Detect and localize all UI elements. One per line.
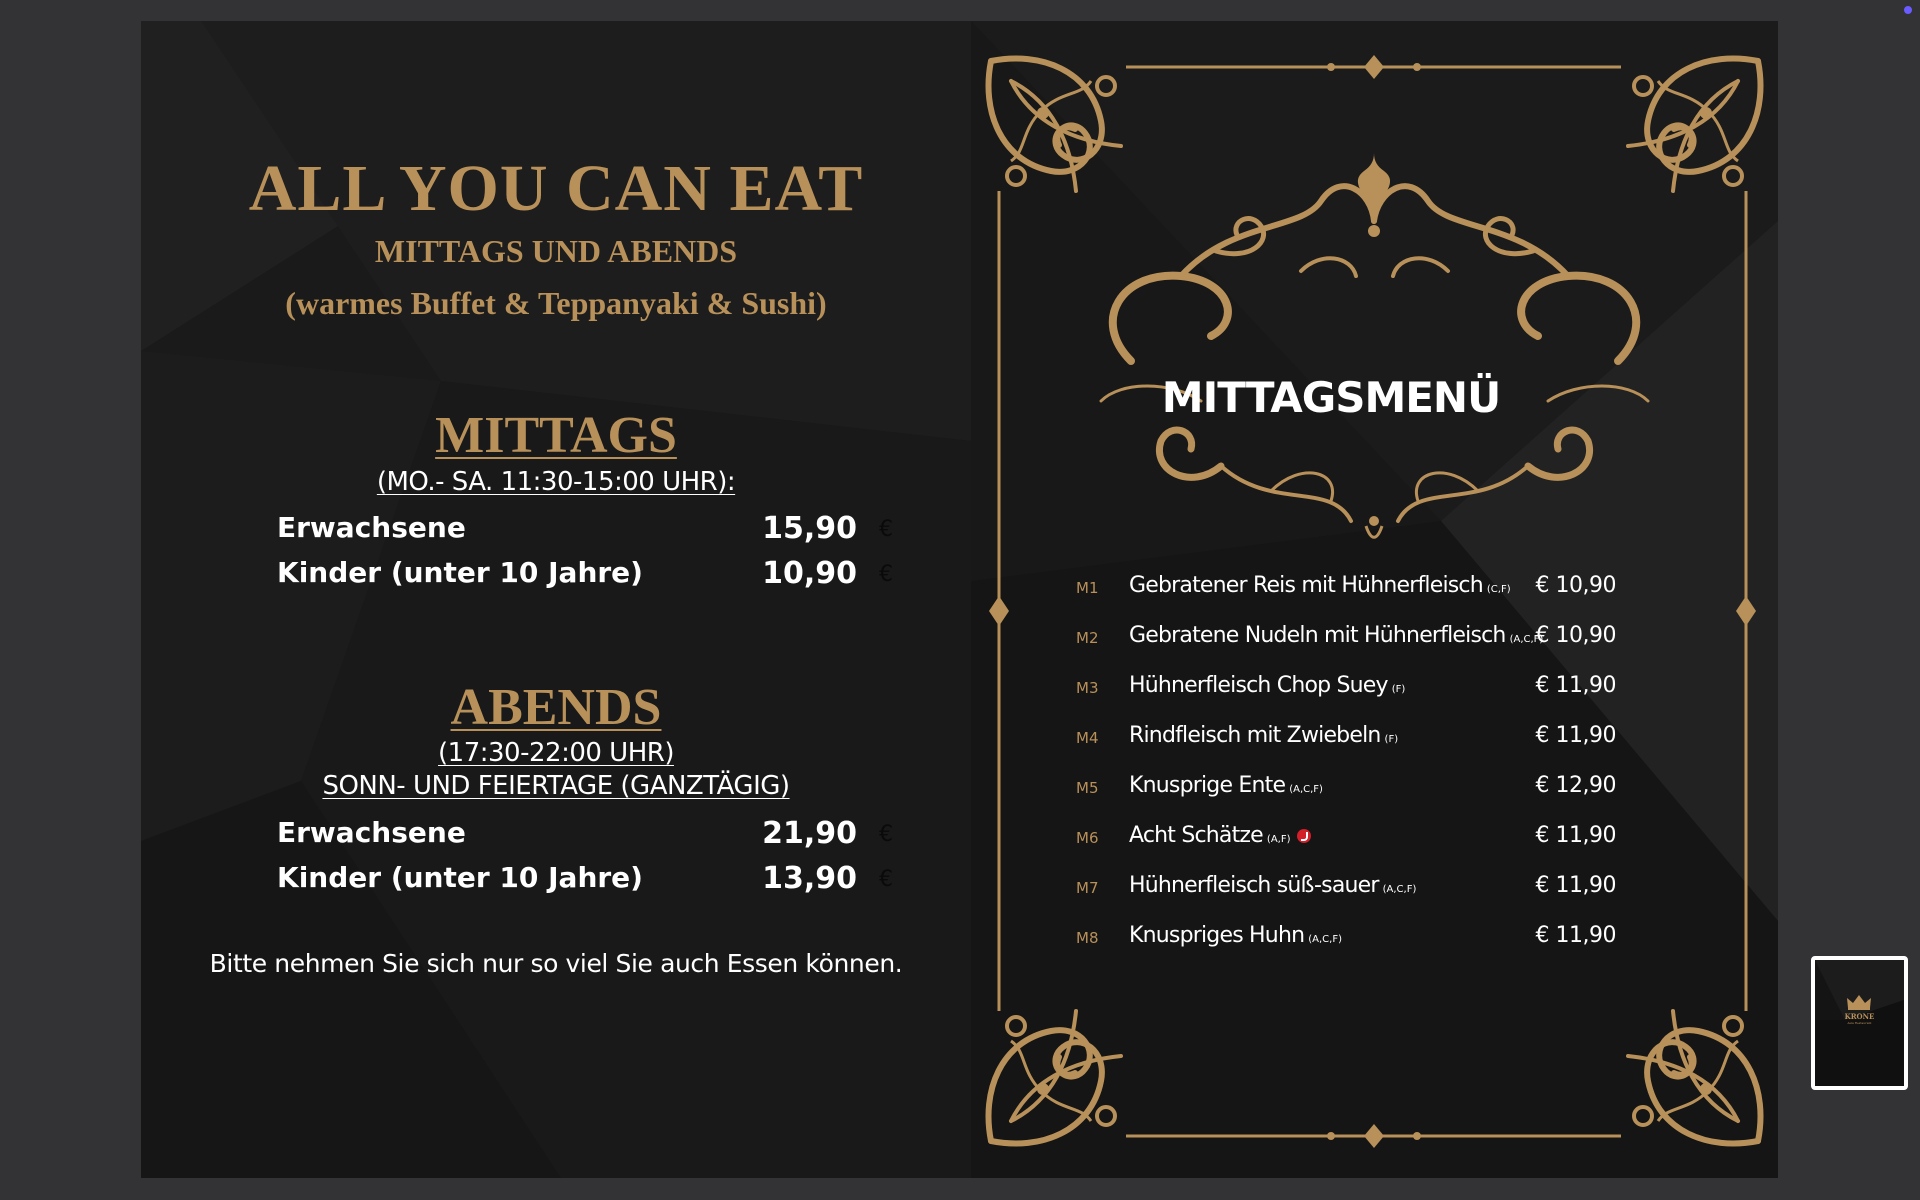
menu-item-code: M3 xyxy=(1076,679,1099,697)
menu-item-code: M7 xyxy=(1076,879,1099,897)
menu-item xyxy=(1076,918,1616,968)
menu-item xyxy=(1076,768,1616,818)
buffet-description: (warmes Buffet & Teppanyaki & Sushi) xyxy=(285,285,827,321)
buffet-subtitle: MITTAGS UND ABENDS xyxy=(374,233,738,269)
menu-item-price: € 10,90 xyxy=(1535,573,1616,598)
mittags-price-child xyxy=(277,556,897,596)
price-amount: 21,90 xyxy=(762,816,857,851)
menu-item-allergens: (F) xyxy=(1391,684,1406,695)
spicy-badge-icon xyxy=(1297,829,1311,843)
menu-item-allergens: (A,F) xyxy=(1266,834,1291,845)
abends-price-adult xyxy=(277,816,897,856)
menu-item-price: € 11,90 xyxy=(1535,673,1616,698)
menu-item-name: Rindfleisch mit Zwiebeln xyxy=(1129,723,1381,748)
price-amount: 15,90 xyxy=(762,511,857,546)
price-amount: 13,90 xyxy=(762,861,857,896)
price-label: Erwachsene xyxy=(277,816,466,849)
menu-item xyxy=(1076,668,1616,718)
menu-item-name-wrap xyxy=(1129,623,1543,648)
status-indicator-dot xyxy=(1904,6,1912,14)
menu-item-allergens: (A,C,F) xyxy=(1289,784,1323,795)
menu-item-code: M1 xyxy=(1076,579,1099,597)
abends-hours-weekend: SONN- UND FEIERTAGE (GANZTÄGIG) xyxy=(322,771,790,801)
abends-price-child xyxy=(277,861,897,901)
menu-item xyxy=(1076,868,1616,918)
menu-item-price: € 12,90 xyxy=(1535,773,1616,798)
price-label: Kinder (unter 10 Jahre) xyxy=(277,556,643,589)
menu-item-name-wrap xyxy=(1129,573,1511,598)
mittagsmenu-list xyxy=(1076,568,1616,968)
menu-item-price: € 11,90 xyxy=(1535,923,1616,948)
menu-item-code: M2 xyxy=(1076,629,1099,647)
buffet-title: ALL YOU CAN EAT xyxy=(248,152,864,225)
price-currency: € xyxy=(879,867,893,892)
menu-item-name: Acht Schätze xyxy=(1129,823,1263,848)
menu-item-code: M5 xyxy=(1076,779,1099,797)
price-currency: € xyxy=(879,517,893,542)
mittagsmenu-title: MITTAGSMENÜ xyxy=(1161,373,1501,422)
buffet-note: Bitte nehmen Sie sich nur so viel Sie auch Essen können. xyxy=(209,949,903,978)
menu-item-name-wrap xyxy=(1129,673,1405,698)
menu-item-name: Knusprige Ente xyxy=(1129,773,1286,798)
thumbnail-brand: KRONE xyxy=(1844,1012,1875,1021)
price-currency: € xyxy=(879,562,893,587)
menu-item xyxy=(1076,618,1616,668)
menu-item-name: Gebratener Reis mit Hühnerfleisch xyxy=(1129,573,1483,598)
menu-item xyxy=(1076,568,1616,618)
price-label: Erwachsene xyxy=(277,511,466,544)
menu-item-allergens: (A,C,F) xyxy=(1308,934,1342,945)
menu-item-allergens: (A,C,F) xyxy=(1509,634,1544,645)
menu-item-name-wrap xyxy=(1129,923,1342,948)
menu-item-price: € 11,90 xyxy=(1535,823,1616,848)
abends-hours: (17:30-22:00 UHR) xyxy=(438,738,674,768)
menu-item-name: Hühnerfleisch Chop Suey xyxy=(1129,673,1388,698)
mittags-price-adult xyxy=(277,511,897,551)
menu-item xyxy=(1076,818,1616,868)
menu-item-code: M6 xyxy=(1076,829,1099,847)
menu-item-name-wrap xyxy=(1129,823,1311,848)
price-label: Kinder (unter 10 Jahre) xyxy=(277,861,643,894)
menu-item-name: Hühnerfleisch süß-sauer xyxy=(1129,873,1379,898)
thumbnail-subtitle: Asia Restaurant xyxy=(1847,1021,1872,1025)
menu-item-allergens: (F) xyxy=(1384,734,1399,745)
price-amount: 10,90 xyxy=(762,556,857,591)
menu-item-price: € 11,90 xyxy=(1535,723,1616,748)
mittags-heading: MITTAGS xyxy=(435,407,677,464)
menu-item-price: € 10,90 xyxy=(1535,623,1616,648)
mittags-hours: (MO.- SA. 11:30-15:00 UHR): xyxy=(376,467,736,497)
menu-item-allergens: (C,F) xyxy=(1486,584,1511,595)
menu-item xyxy=(1076,718,1616,768)
menu-item-price: € 11,90 xyxy=(1535,873,1616,898)
menu-item-allergens: (A,C,F) xyxy=(1382,884,1417,895)
abends-heading: ABENDS xyxy=(450,679,662,736)
crown-icon xyxy=(1846,994,1872,1010)
menu-item-name-wrap xyxy=(1129,873,1416,898)
page-thumbnail[interactable] xyxy=(1811,956,1908,1090)
price-currency: € xyxy=(879,822,893,847)
menu-item-name: Gebratene Nudeln mit Hühnerfleisch xyxy=(1129,623,1506,648)
menu-item-code: M8 xyxy=(1076,929,1099,947)
menu-item-name-wrap xyxy=(1129,773,1323,798)
menu-page xyxy=(141,21,1778,1178)
menu-item-name: Knuspriges Huhn xyxy=(1129,923,1305,948)
menu-item-name-wrap xyxy=(1129,723,1398,748)
menu-item-code: M4 xyxy=(1076,729,1099,747)
